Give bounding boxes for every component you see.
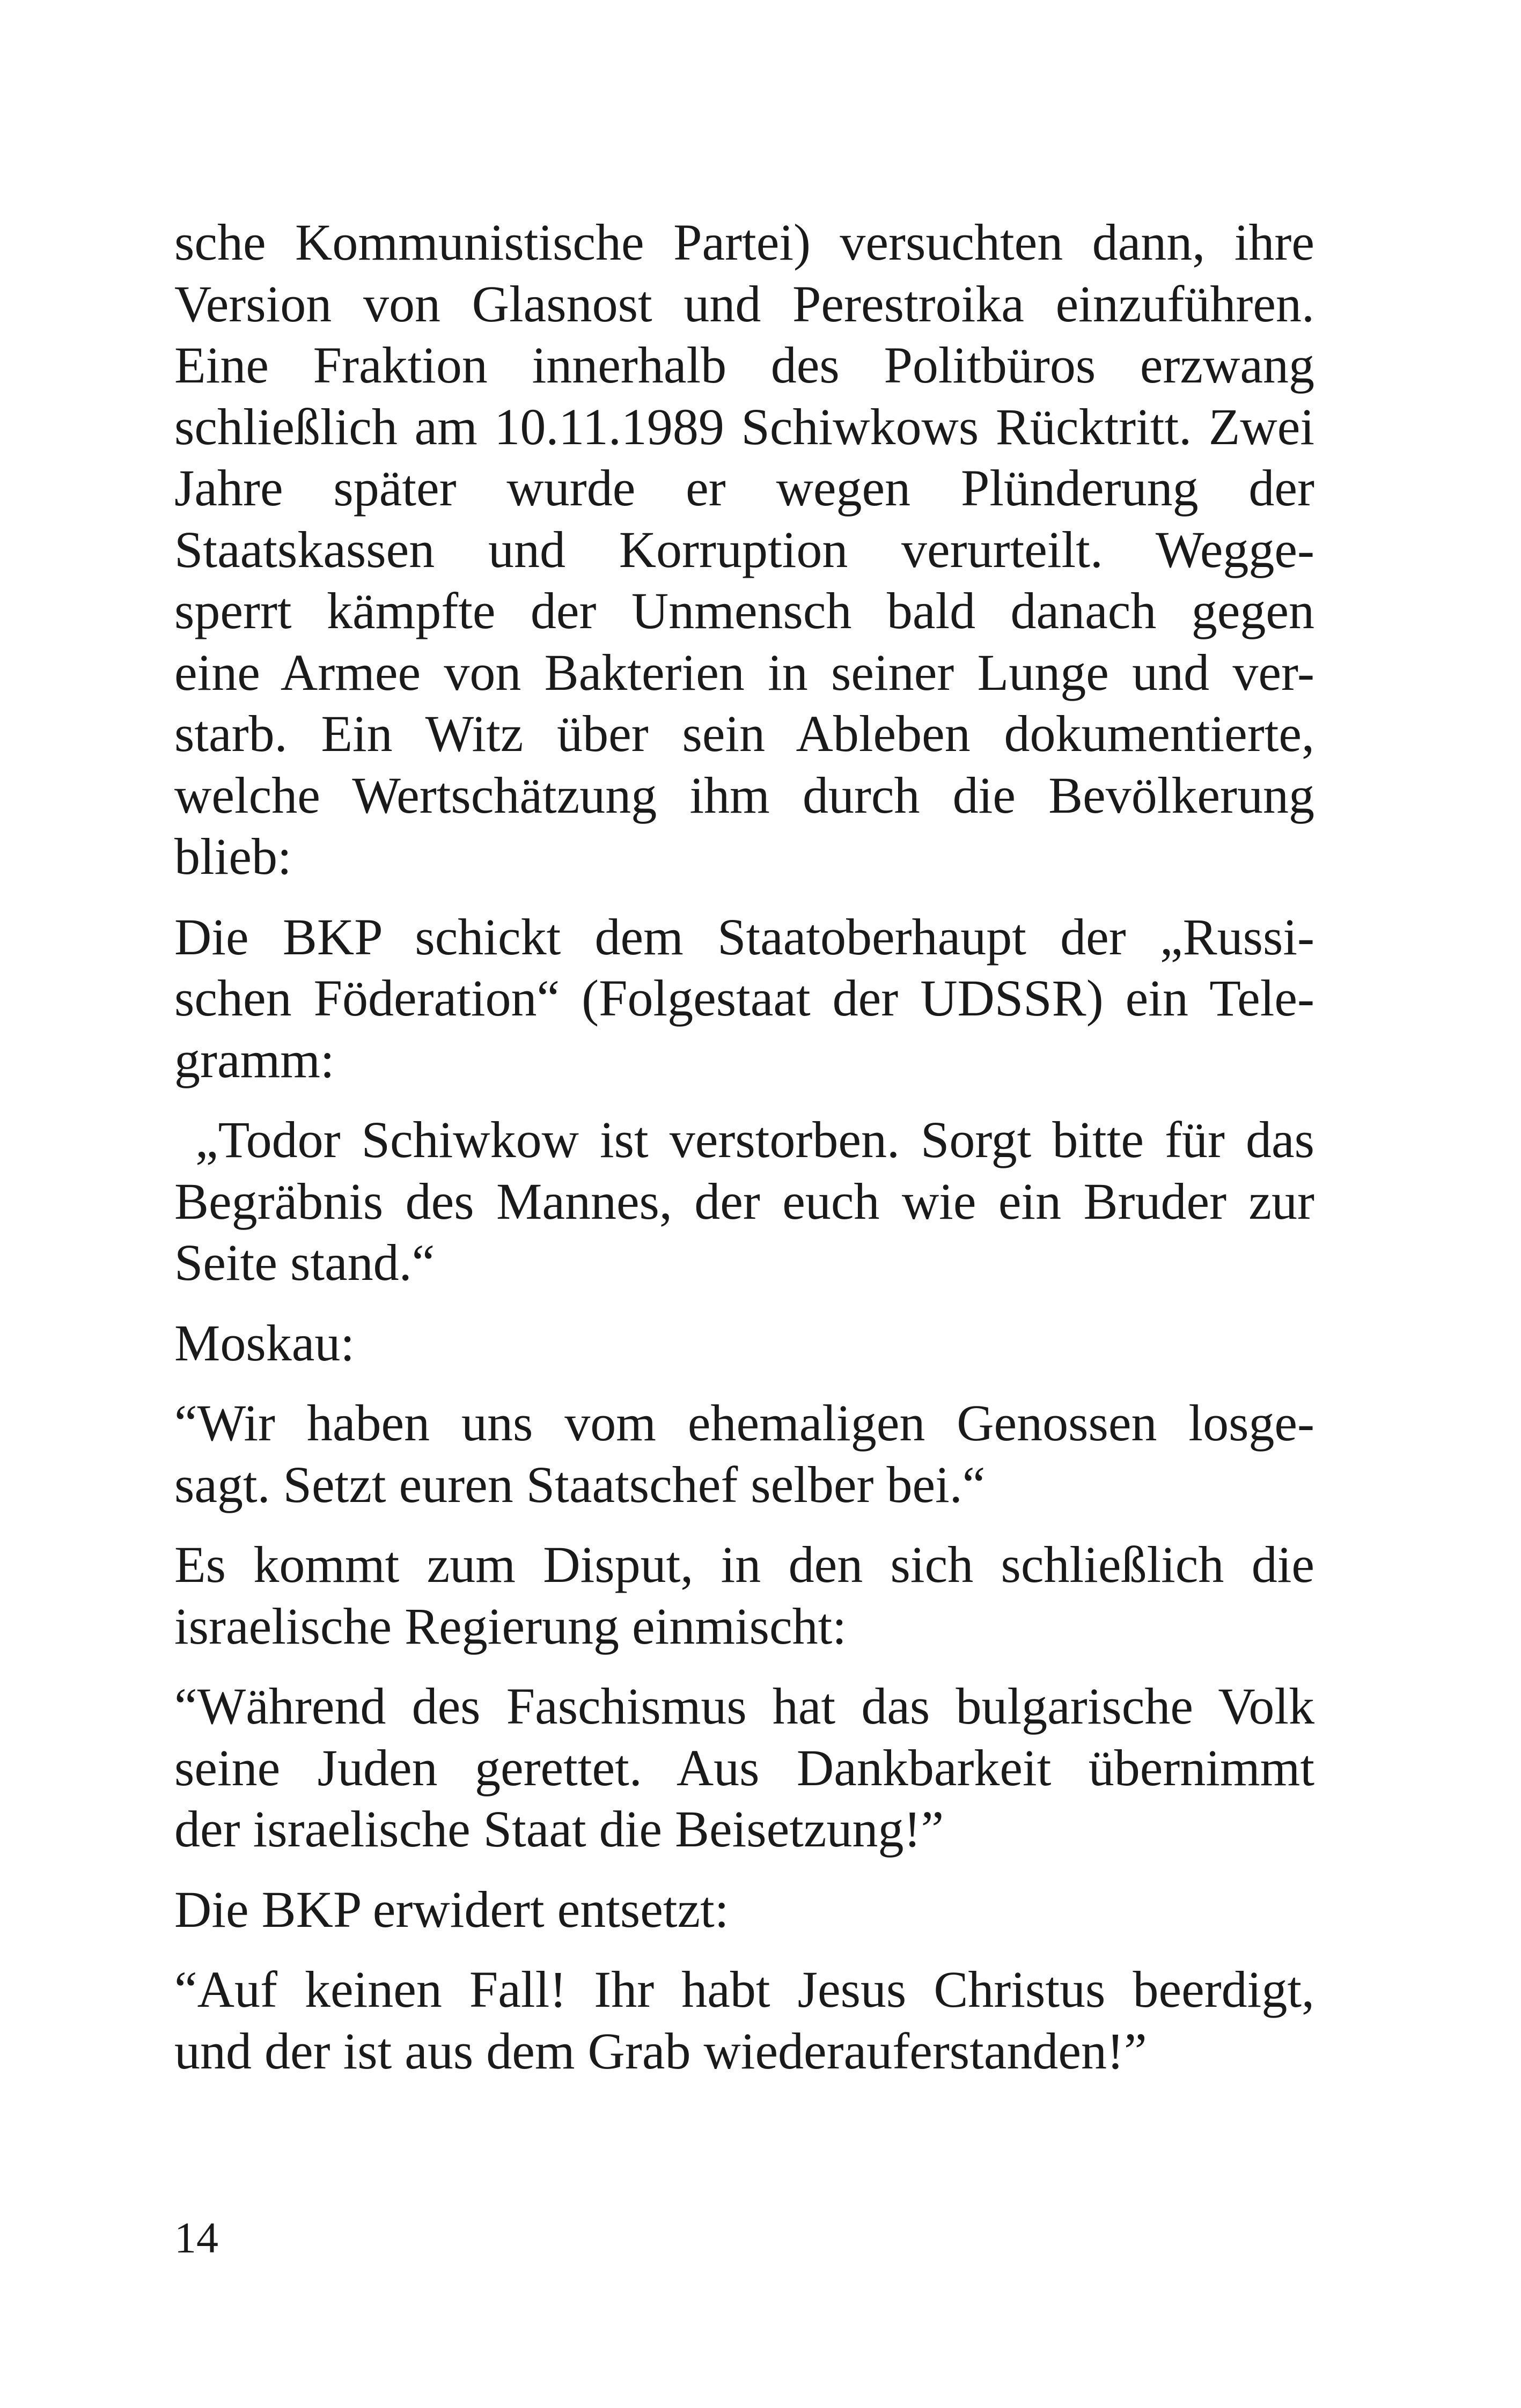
text-line: blieb: [174,828,292,885]
text-line: Version von Glasnost und Perestroika einzuführen. [174,275,1314,333]
text-line: gramm: [174,1030,335,1088]
text-line: Eine Fraktion innerhalb des Politbüros erzwang [174,336,1314,394]
text-line: “Wir haben uns vom ehemaligen Genossen losge- [174,1394,1314,1452]
paragraph-9 [174,1959,1314,2082]
text-line: eine Armee von Bakterien in seiner Lunge und ver- [174,643,1314,701]
paragraph-1 [174,212,1314,888]
text-line: Moskau: [174,1314,355,1372]
text-line: Staatskassen und Korruption verurteilt. Wegge- [174,520,1314,578]
text-line: sche Kommunistische Partei) versuchten dann, ihre [174,213,1314,271]
text-line: welche Wertschätzung ihm durch die Bevölkerung [174,766,1314,824]
paragraph-2 [174,907,1314,1091]
text-line: Seite stand.“ [174,1234,435,1291]
text-line: sperrt kämpfte der Unmensch bald danach gegen [174,582,1314,639]
paragraph-4 [174,1313,1314,1374]
text-line: Begräbnis des Mannes, der euch wie ein Bruder zur [174,1172,1314,1230]
text-line: Die BKP schickt dem Staatoberhaupt der „Russi- [174,908,1314,966]
paragraph-6 [174,1534,1314,1657]
text-line: der israelische Staat die Beisetzung!” [174,1800,944,1858]
paragraph-8 [174,1879,1314,1941]
text-line: Es kommt zum Disput, in den sich schließlich die [174,1536,1314,1593]
text-line: schließlich am 10.11.1989 Schiwkows Rücktritt. Zwei [174,397,1314,455]
text-line: schen Föderation“ (Folgestaat der UDSSR) ein Tele- [174,969,1314,1027]
body-text [174,212,1314,2082]
text-line: Die BKP erwidert entsetzt: [174,1880,729,1938]
paragraph-7 [174,1676,1314,1860]
text-line: Jahre später wurde er wegen Plünderung der [174,459,1314,517]
paragraph-3 [174,1109,1314,1294]
text-line: “Während des Faschismus hat das bulgarische Volk [174,1677,1314,1735]
page-number: 14 [174,2213,218,2262]
text-line: starb. Ein Witz über sein Ableben dokumentierte, [174,705,1314,762]
text-line: “Auf keinen Fall! Ihr habt Jesus Christus beerdigt, [174,1961,1314,2018]
text-line: seine Juden gerettet. Aus Dankbarkeit übernimmt [174,1739,1314,1796]
paragraph-5 [174,1393,1314,1515]
text-line: „Todor Schiwkow ist verstorben. Sorgt bitte für das [174,1111,1314,1168]
text-line: sagt. Setzt euren Staatschef selber bei.“ [174,1455,986,1513]
text-line: und der ist aus dem Grab wiederauferstanden!” [174,2022,1147,2080]
text-line: israelische Regierung einmischt: [174,1597,847,1655]
